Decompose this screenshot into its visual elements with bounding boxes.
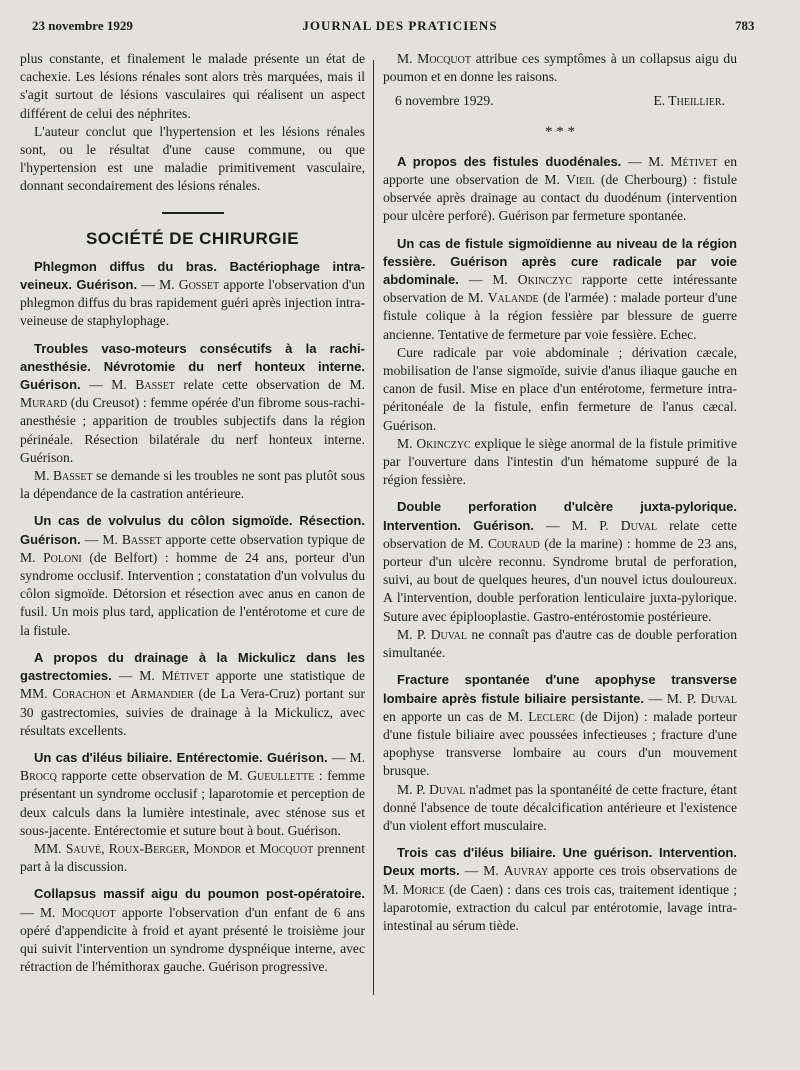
header-date: 23 novembre 1929 <box>32 18 133 33</box>
author-name: Vieil <box>566 172 595 188</box>
article-heading: Phlegmon diffus du bras. Bactériophage intra-veineux. Guérison. <box>20 258 365 293</box>
author-name: Sauvé, Roux-Berger, Mondor <box>65 840 242 856</box>
author-name: Murard <box>20 395 68 411</box>
author-name: Okinczyc <box>416 435 471 451</box>
author-name: Okinczyc <box>517 272 573 288</box>
section-separator <box>162 212 224 214</box>
author-name: Duval <box>620 517 658 533</box>
author-name: Brocq <box>20 768 57 784</box>
author-name: Valande <box>487 290 539 306</box>
article-troubles-vaso-moteurs: Troubles vaso-moteurs consécutifs à la rachi-anesthésie. Névrotomie du nerf honteux interne. Guérison. — M. Basset relate cette observation de M. Murard (du Creusot) : femme opérée d'un fibrome sous-rachi-anesthésie ; apparition de troubles subjectifs dans la région périnéale. Résection bilatérale du nerf honteux interne. Guérison. <box>20 340 365 465</box>
article-ileus-biliaire: Un cas d'iléus biliaire. Entérectomie. Guérison. — M. Brocq rapporte cette observation de M. Gueullette : femme présentant un syndrome occlusif ; laparotomie et perception de deux calculs dans la lumière intestinale, avec sténose sus et sous-jacente. Entérectomie et suture bout à bout. Guérison. <box>20 749 365 838</box>
author-name: Armandier <box>130 686 194 702</box>
article-trois-cas-ileus: Trois cas d'iléus biliaire. Une guérison. Intervention. Deux morts. — M. Auvray apporte ces trois observations de M. Morice (de Caen) : dans ces trois cas, traitement identique ; laparotomie, extraction du calcul par entérotomie, lavage intra-intestinal au sérum tiède. <box>383 845 737 933</box>
right-column <box>383 50 737 1060</box>
paragraph: Cure radicale par voie abdominale ; dérivation cæcale, mobilisation de l'anse sigmoïde, suivie d'anus iliaque gauche en canon de fusil. Mise en place d'un entérotome, fermeture intra-péritonéale de la fistule, enfin fermeture de l'anus cæcal. Guérison. <box>383 344 737 433</box>
author-name: Basset <box>135 377 175 393</box>
author-name: Mocquot <box>417 51 471 66</box>
paragraph: M. Basset se demande si les troubles ne sont pas plutôt sous la dépendance de la castration antérieure. <box>20 468 365 502</box>
author-name: Métivet <box>670 153 718 169</box>
signature-date: 6 novembre 1929. <box>395 93 494 109</box>
article-heading: Un cas de volvulus du côlon sigmoïde. Résection. Guérison. <box>20 513 365 547</box>
paragraph: M. Mocquot attribue ces symptômes à un collapsus aigu du poumon et en donne les raisons. <box>383 51 737 85</box>
article-phlegmon: Phlegmon diffus du bras. Bactériophage intra-veineux. Guérison. — M. Gosset apporte l'observation d'un phlegmon diffus du bras rapidement guéri après injection intra-veineuse de staphylophage. <box>20 258 365 329</box>
paragraph: M. P. Duval ne connaît pas d'autre cas de double perforation simultanée. <box>383 626 737 661</box>
paragraph: M. Okinczyc explique le siège anormal de la fistule primitive par l'ouverture dans l'intestin d'un hématome suppuré de la région fessière. <box>383 435 737 488</box>
author-name: Gueullette <box>247 768 315 784</box>
article-heading: A propos des fistules duodénales. <box>397 153 622 169</box>
author-name: Morice <box>402 881 445 897</box>
article-fracture-apophyse: Fracture spontanée d'une apophyse transverse lombaire après fistule biliaire persistante. — M. P. Duval en apporte un cas de M. Leclerc (de Dijon) : malade porteur d'une fistule biliaire avec poussées infectieuses ; fracture d'une apophyse transverse lombaire au cours d'un mouvement brusque. <box>383 672 737 779</box>
article-double-perforation: Double perforation d'ulcère juxta-pylorique. Intervention. Guérison. — M. P. Duval relate cette observation de M. Couraud (de la marine) : homme de 23 ans, porteur d'un ulcère reconnu. Syndrome brutal de perforation, suivi, au bout de quelques heures, d'un nouvel ictus douloureux. A l'intervention, double perforation lenticulaire juxta-pylorique. Suture avec épiplooplastie. Gastro-entérostomie postérieure. <box>383 499 737 624</box>
article-heading: Un cas d'iléus biliaire. Entérectomie. Guérison. <box>34 749 328 765</box>
article-heading: Double perforation d'ulcère juxta-pylorique. Intervention. Guérison. <box>383 499 737 533</box>
article-heading: Trois cas d'iléus biliaire. Une guérison. Intervention. Deux morts. <box>383 845 737 879</box>
column-divider <box>373 60 374 995</box>
article-volvulus: Un cas de volvulus du côlon sigmoïde. Résection. Guérison. — M. Basset apporte cette observation typique de M. Poloni (de Belfort) : homme de 24 ans, porteur d'un syndrome occlusif. Intervention ; constatation d'un volvulus du côlon sigmoïde. Détorsion et résection avec anus en canon de fusil. Un mois plus tard, application de l'entérotome et cure de la fistule. <box>20 513 365 638</box>
paragraph: M. P. Duval n'admet pas la spontanéité de cette fracture, étant donné l'absence de toute décalcification antérieure et l'existence d'un violent effort musculaire. <box>383 781 737 833</box>
page-header <box>0 14 800 36</box>
author-name: Gosset <box>178 277 220 293</box>
author-name: Leclerc <box>528 708 575 724</box>
author-name: Basset <box>121 531 162 547</box>
article-heading: Fracture spontanée d'une apophyse transverse lombaire après fistule biliaire persistante. <box>383 672 737 706</box>
article-fistule-sigmoidienne: Un cas de fistule sigmoïdienne au niveau de la région fessière. Guérison après cure radicale par voie abdominale. — M. Okinczyc rapporte cette intéressante observation de M. Valande (de l'armée) : malade porteur d'une fistule colique à la région fessière par blessure de guerre ancienne. Tentative de fermeture par voie fessière. Echec. <box>383 235 737 342</box>
author-name: Couraud <box>487 535 540 551</box>
paragraph: L'auteur conclut que l'hypertension et les lésions rénales sont, ou le résultat d'une cause commune, ou que l'hypertension est une maladie primitivement vasculaire, donnant secondairement des lésions rénales. <box>20 123 365 194</box>
signature-author: E. Theillier. <box>653 93 725 109</box>
article-heading: Collapsus massif aigu du poumon post-opératoire. <box>34 886 365 902</box>
paragraph: MM. Sauvé, Roux-Berger, Mondor et Mocquot prennent part à la discussion. <box>20 840 365 875</box>
section-title: SOCIÉTÉ DE CHIRURGIE <box>85 228 300 248</box>
author-name: Duval <box>430 626 468 642</box>
author-name: Basset <box>52 468 93 484</box>
article-fistules-duodenales: A propos des fistules duodénales. — M. Métivet en apporte une observation de M. Vieil (de Cherbourg) : fistule observée après drainage au contact du duodénum (intervention pour ulcère perforé). Guérison par fermeture spontanée. <box>383 153 737 224</box>
article-collapsus: Collapsus massif aigu du poumon post-opératoire. — M. Mocquot apporte l'observation d'un enfant de 6 ans opéré d'appendicite à froid et ayant présenté le troisième jour qui suivit l'intervention un syndrome dyspnéique interne, avec rétraction de l'hémithorax gauche. Guérison progressive. <box>20 886 365 975</box>
author-name: Duval <box>429 781 466 797</box>
article-drainage-mickulicz: A propos du drainage à la Mickulicz dans les gastrectomies. — M. Métivet apporte une statistique de MM. Corachon et Armandier (de La Vera-Cruz) portant sur 30 gastrectomies, suivies de drainage à la Mickulicz, avec résultats excellents. <box>20 649 365 738</box>
article-heading: A propos du drainage à la Mickulicz dans les gastrectomies. <box>20 649 365 684</box>
page-number: 783 <box>735 18 755 33</box>
signature-line <box>383 92 737 110</box>
paragraph: plus constante, et finalement le malade présente un état de cachexie. Les lésions rénales sont alors très marquées, mais il s'agit surtout de lésions vasculaires qui réalisent un aspect différent de celui des néphrites. <box>20 51 365 121</box>
article-heading: Troubles vaso-moteurs consécutifs à la rachi-anesthésie. Névrotomie du nerf honteux interne. Guérison. <box>20 340 365 393</box>
author-name: Duval <box>700 690 737 706</box>
left-column <box>20 50 365 1060</box>
asterism: * * * <box>545 123 575 140</box>
author-name: Poloni <box>43 549 82 565</box>
author-name: Auvray <box>503 863 549 879</box>
author-name: Mocquot <box>61 904 116 920</box>
author-name: Métivet <box>161 668 209 684</box>
article-heading: Un cas de fistule sigmoïdienne au niveau de la région fessière. Guérison après cure radicale par voie abdominale. <box>383 235 737 288</box>
author-name: Corachon <box>52 686 111 702</box>
journal-title: JOURNAL DES PRATICIENS <box>302 18 498 33</box>
author-name: Mocquot <box>259 840 314 856</box>
